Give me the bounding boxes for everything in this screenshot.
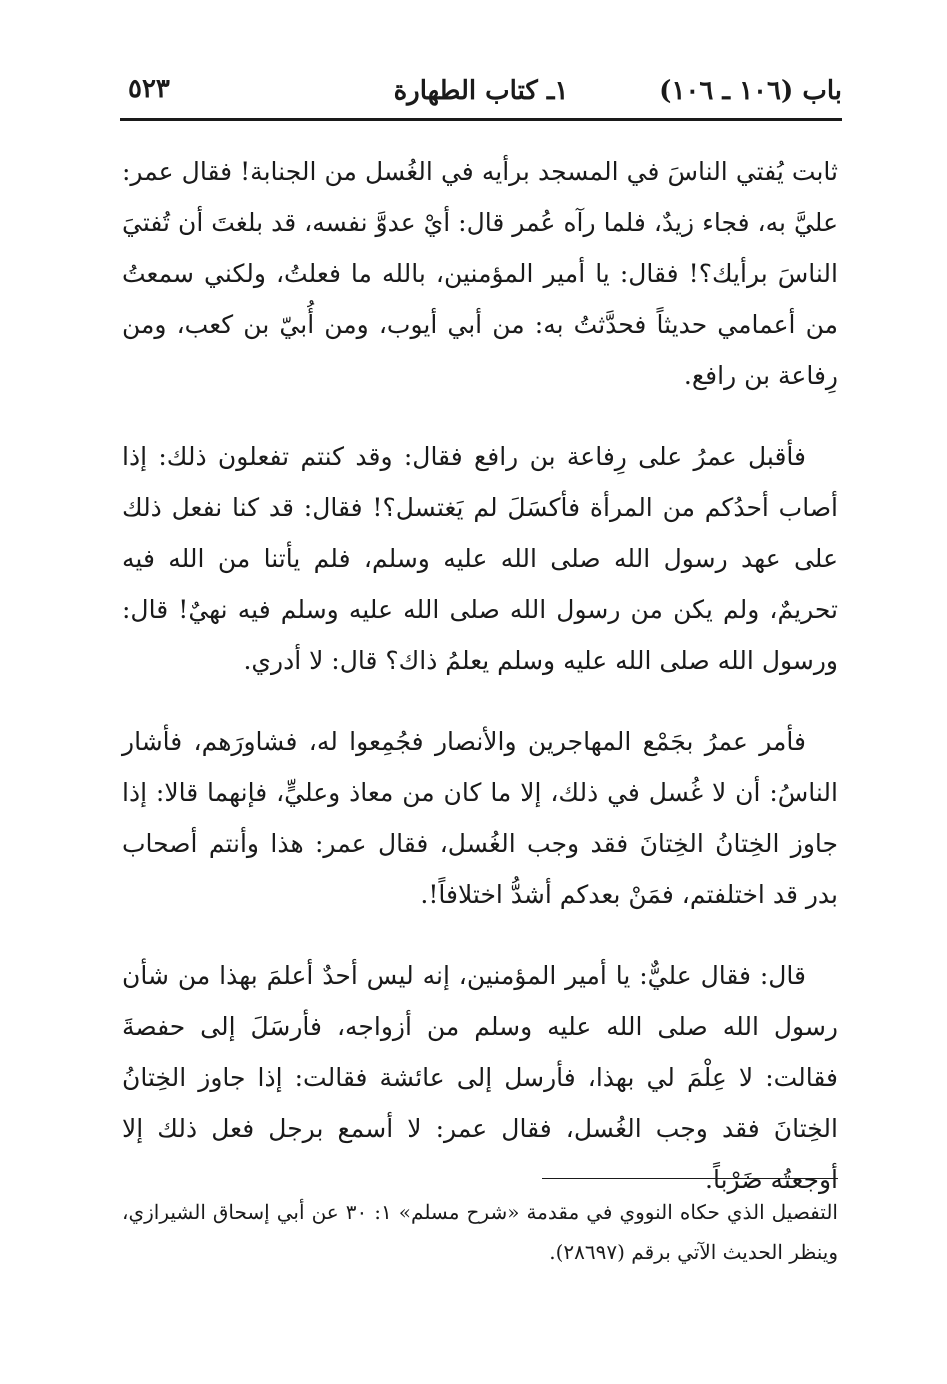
paragraph: قال: فقال عليٌّ: يا أمير المؤمنين، إنه ليس أحدٌ أعلمَ بهذا من شأن رسول الله صلى الله عليه وسلم من أزواجه، فأرسَلَ إلى حفصةَ فقالت: لا عِلْمَ لي بهذا، فأرسل إلى عائشة فقالت: إذا جاوز الخِتانُ الخِتانَ فقد وجب الغُسل، فقال عمر: لا أسمع برجل فعل ذلك إلا أوجعتُه ضَرْباً. — [122, 961, 838, 1194]
footnote: التفصيل الذي حكاه النووي في مقدمة «شرح مسلم» ١: ٣٠ عن أبي إسحاق الشيرازي، وينظر الحديث الآتي برقم (٢٨٦٩٧). — [122, 1200, 838, 1264]
chapter-heading: باب (١٠٦ ـ ١٠٦) — [659, 76, 842, 106]
paragraph: فأقبل عمرُ على رِفاعة بن رافع فقال: وقد كنتم تفعلون ذلك: إذا أصاب أحدُكم من المرأة فأكسَلَ لم يَغتسل؟! فقال: قد كنا نفعل ذلك على عهد رسول الله صلى الله عليه وسلم، فلم يأتنا من الله فيه تحريمٌ، ولم يكن من رسول الله صلى الله عليه وسلم فيه نهيٌ! قال: ورسول الله صلى الله عليه وسلم يعلمُ ذاك؟ قال: لا أدري. — [122, 442, 838, 675]
paragraph: فأمر عمرُ بجَمْع المهاجرين والأنصار فجُمِعوا له، فشاورَهم، فأشار الناسُ: أن لا غُسل في ذلك، إلا ما كان من معاذ وعليٍّ، فإنهما قالا: إذا جاوز الخِتانُ الخِتانَ فقد وجب الغُسل، فقال عمر: هذا وأنتم أصحاب بدر قد اختلفتم، فمَنْ بعدكم أشدُّ اختلافاً!. — [122, 727, 838, 909]
running-header — [120, 70, 842, 118]
book-title: ١ـ كتاب الطهارة — [393, 76, 569, 106]
footnote-rule — [542, 1178, 838, 1179]
page-number: ٥٢٣ — [128, 74, 170, 104]
main-text — [122, 146, 838, 1235]
header-rule — [120, 118, 842, 121]
paragraph: ثابت يُفتي الناسَ في المسجد برأيه في الغُسل من الجنابة! فقال عمر: عليَّ به، فجاء زيدٌ، فلما رآه عُمر قال: أيْ عدوَّ نفسه، قد بلغتَ أن تُفتيَ الناسَ برأيك؟! فقال: يا أمير المؤمنين، بالله ما فعلتُ، ولكني سمعتُ من أعمامي حديثاً فحدَّثتُ به: من أبي أيوب، ومن أُبيّ بن كعب، ومن رِفاعة بن رافع. — [122, 157, 838, 390]
